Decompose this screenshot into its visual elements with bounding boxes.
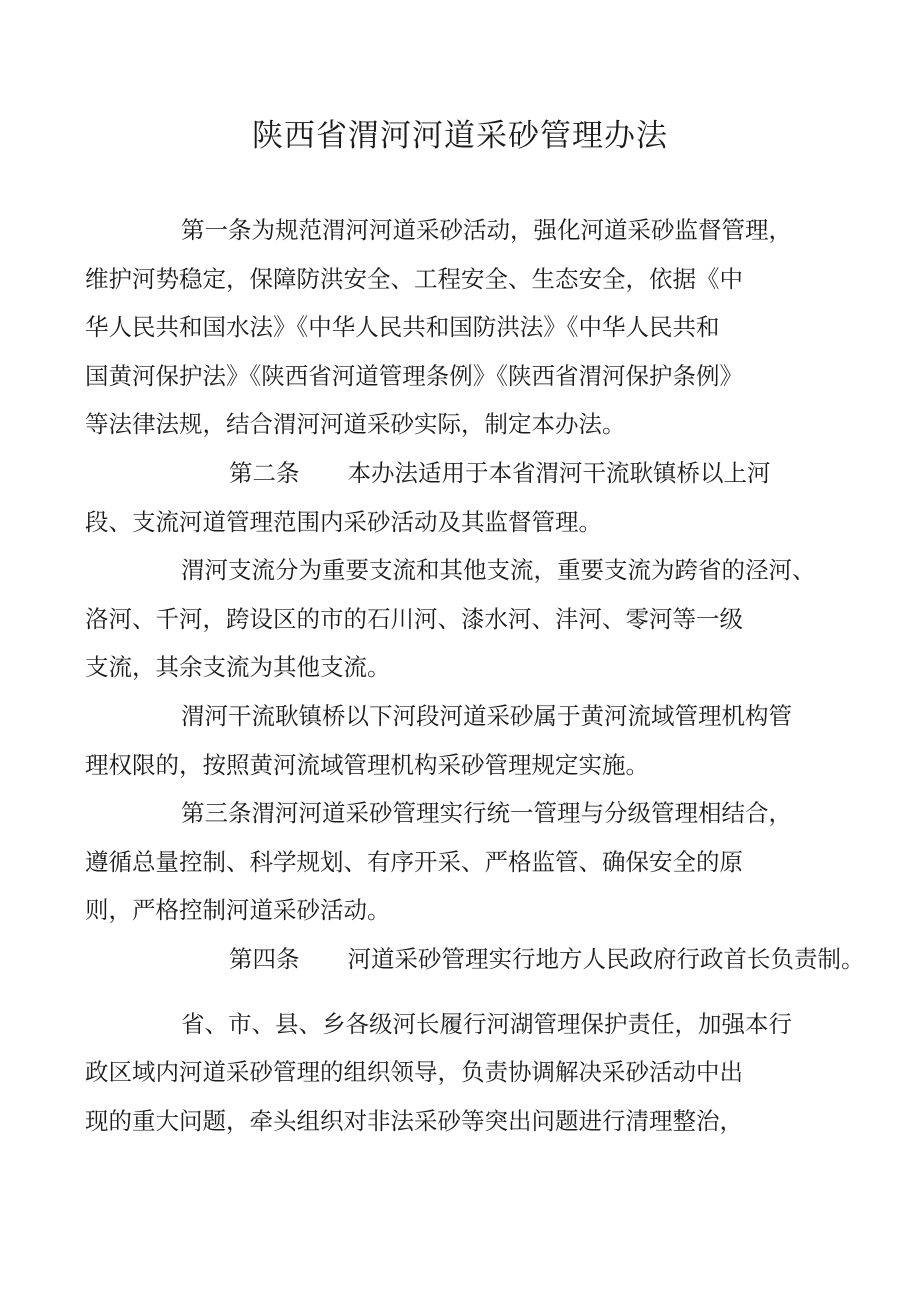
river-chief-paragraph	[85, 1000, 805, 1146]
text-line: 政区域内河道采砂管理的组织领导，负责协调解决采砂活动中出	[85, 1058, 743, 1087]
text-line: 支流，其余支流为其他支流。	[85, 653, 391, 682]
document-title: 陕西省渭河河道采砂管理办法	[252, 118, 668, 154]
article-number: 第四条	[229, 944, 300, 973]
article-4-paragraph	[133, 935, 865, 984]
text-line: 理权限的，按照黄河流域管理机构采砂管理规定实施。	[85, 750, 649, 779]
article-text: 河道采砂管理实行地方人民政府行政首长负责制。	[347, 944, 865, 973]
article-1-paragraph	[85, 206, 805, 449]
text-line: 渭河干流耿镇桥以下河段河道采砂属于黄河流域管理机构管	[181, 701, 792, 730]
article-text: 本办法适用于本省渭河干流耿镇桥以上河	[347, 458, 771, 487]
text-line: 遵循总量控制、科学规划、有序开采、严格监管、确保安全的原	[85, 847, 743, 876]
text-line	[133, 449, 805, 498]
text-line: 段、支流河道管理范围内采砂活动及其监督管理。	[85, 507, 602, 536]
text-line: 渭河支流分为重要支流和其他支流，重要支流为跨省的泾河、	[181, 556, 816, 585]
text-line: 则，严格控制河道采砂活动。	[85, 896, 391, 925]
document-body	[85, 206, 865, 1145]
text-line: 维护河势稳定，保障防洪安全、工程安全、生态安全，依据《中	[85, 264, 743, 293]
text-line	[133, 935, 865, 984]
text-line: 国黄河保护法》《陕西省河道管理条例》《陕西省渭河保护条例》	[85, 361, 743, 390]
text-line: 第三条渭河河道采砂管理实行统一管理与分级管理相结合，	[181, 799, 792, 828]
article-3-paragraph	[85, 789, 805, 935]
text-line: 省、市、县、乡各级河长履行河湖管理保护责任，加强本行	[181, 1009, 792, 1038]
text-line: 第一条为规范渭河河道采砂活动，强化河道采砂监督管理，	[181, 216, 792, 244]
text-line: 华人民共和国水法》《中华人民共和国防洪法》《中华人民共和	[85, 313, 720, 342]
text-line: 洛河、千河，跨设区的市的石川河、漆水河、沣河、零河等一级	[85, 604, 743, 633]
tributary-paragraph	[85, 546, 816, 692]
article-2-paragraph	[85, 449, 805, 546]
mainstream-paragraph	[85, 692, 805, 789]
article-number: 第二条	[229, 458, 300, 487]
text-line: 等法律法规，结合渭河河道采砂实际，制定本办法。	[85, 410, 626, 439]
text-line: 现的重大问题，牵头组织对非法采砂等突出问题进行清理整治，	[85, 1106, 743, 1135]
